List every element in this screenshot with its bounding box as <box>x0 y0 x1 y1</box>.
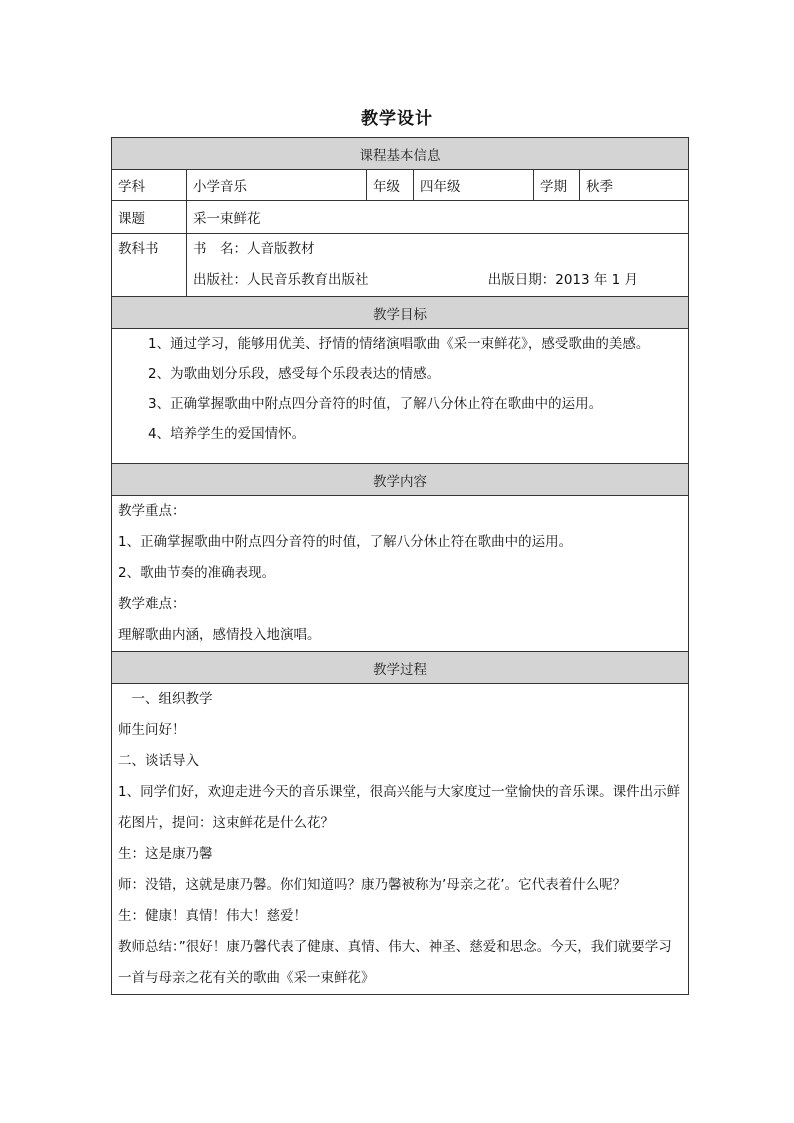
difficulty-item: 理解歌曲内涵，感情投入地演唱。 <box>118 627 321 643</box>
topic-row <box>112 201 689 234</box>
process-paragraph: 教师总结：”很好！康乃馨代表了健康、真情、伟大、神圣、慈爱和思念。今天，我们就要学习一首与母亲之花有关的歌曲《采一束鲜花》 <box>118 939 672 986</box>
publisher-row <box>193 265 682 296</box>
key-points-label: 教学重点： <box>118 503 186 519</box>
book-name: 书 名：人音版教材 <box>193 241 315 257</box>
objectives-cell <box>112 329 689 464</box>
grade-label: 年级 <box>367 170 414 201</box>
process-line: 师：没错，这就是康乃馨。你们知道吗？康乃馨被称为’母亲之花’。它代表着什么呢？ <box>118 877 627 893</box>
objective-item: 3、正确掌握歌曲中附点四分音符的时值，了解八分休止符在歌曲中的运用。 <box>148 396 603 412</box>
objective-item: 4、培养学生的爱国情怀。 <box>148 426 306 442</box>
publish-date: 出版日期：2013 年 1 月 <box>487 272 639 288</box>
topic-value: 采一束鲜花 <box>187 201 689 234</box>
objective-item: 2、为歌曲划分乐段，感受每个乐段表达的情感。 <box>148 366 441 382</box>
objective-item: 1、通过学习，能够用优美、抒情的情绪演唱歌曲《采一束鲜花》，感受歌曲的美感。 <box>148 336 650 352</box>
objectives-row <box>112 329 689 464</box>
key-point-item: 2、歌曲节奏的准确表现。 <box>118 565 276 581</box>
subject-row <box>112 170 689 201</box>
process-line: 生：健康！真情！伟大！慈爱！ <box>118 908 307 924</box>
process-step-heading: 一、组织教学 <box>118 691 213 707</box>
page-title: 教学设计 <box>361 109 433 129</box>
lesson-design-table <box>111 137 689 995</box>
process-line: 师生问好！ <box>118 722 186 738</box>
process-line: 生：这是康乃馨 <box>118 846 213 862</box>
textbook-info <box>187 234 689 297</box>
difficulties-label: 教学难点： <box>118 596 186 612</box>
textbook-row <box>112 234 689 297</box>
content-header: 教学内容 <box>112 464 689 496</box>
objectives-header: 教学目标 <box>112 297 689 329</box>
basic-info-header-row <box>112 138 689 170</box>
subject-value: 小学音乐 <box>187 170 367 201</box>
process-row <box>112 684 689 995</box>
process-cell <box>112 684 689 995</box>
subject-label: 学科 <box>112 170 187 201</box>
process-header: 教学过程 <box>112 652 689 684</box>
process-header-row <box>112 652 689 684</box>
textbook-label-text: 教科书 <box>118 241 159 257</box>
content-cell <box>112 496 689 652</box>
key-point-item: 1、正确掌握歌曲中附点四分音符的时值，了解八分休止符在歌曲中的运用。 <box>118 534 573 550</box>
content-row <box>112 496 689 652</box>
term-label: 学期 <box>534 170 580 201</box>
objectives-list <box>118 329 682 463</box>
process-paragraph: 1、同学们好，欢迎走进今天的音乐课堂，很高兴能与大家度过一堂愉快的音乐课。课件出示鲜花图片，提问：这束鲜花是什么花？ <box>118 784 681 831</box>
term-value: 秋季 <box>580 170 689 201</box>
textbook-label <box>112 234 187 297</box>
grade-value: 四年级 <box>414 170 534 201</box>
process-step-heading: 二、谈话导入 <box>118 753 199 769</box>
content-header-row <box>112 464 689 496</box>
topic-label: 课题 <box>112 201 187 234</box>
basic-info-header: 课程基本信息 <box>112 138 689 170</box>
objectives-header-row <box>112 297 689 329</box>
publisher: 出版社：人民音乐教育出版社 <box>193 272 369 288</box>
